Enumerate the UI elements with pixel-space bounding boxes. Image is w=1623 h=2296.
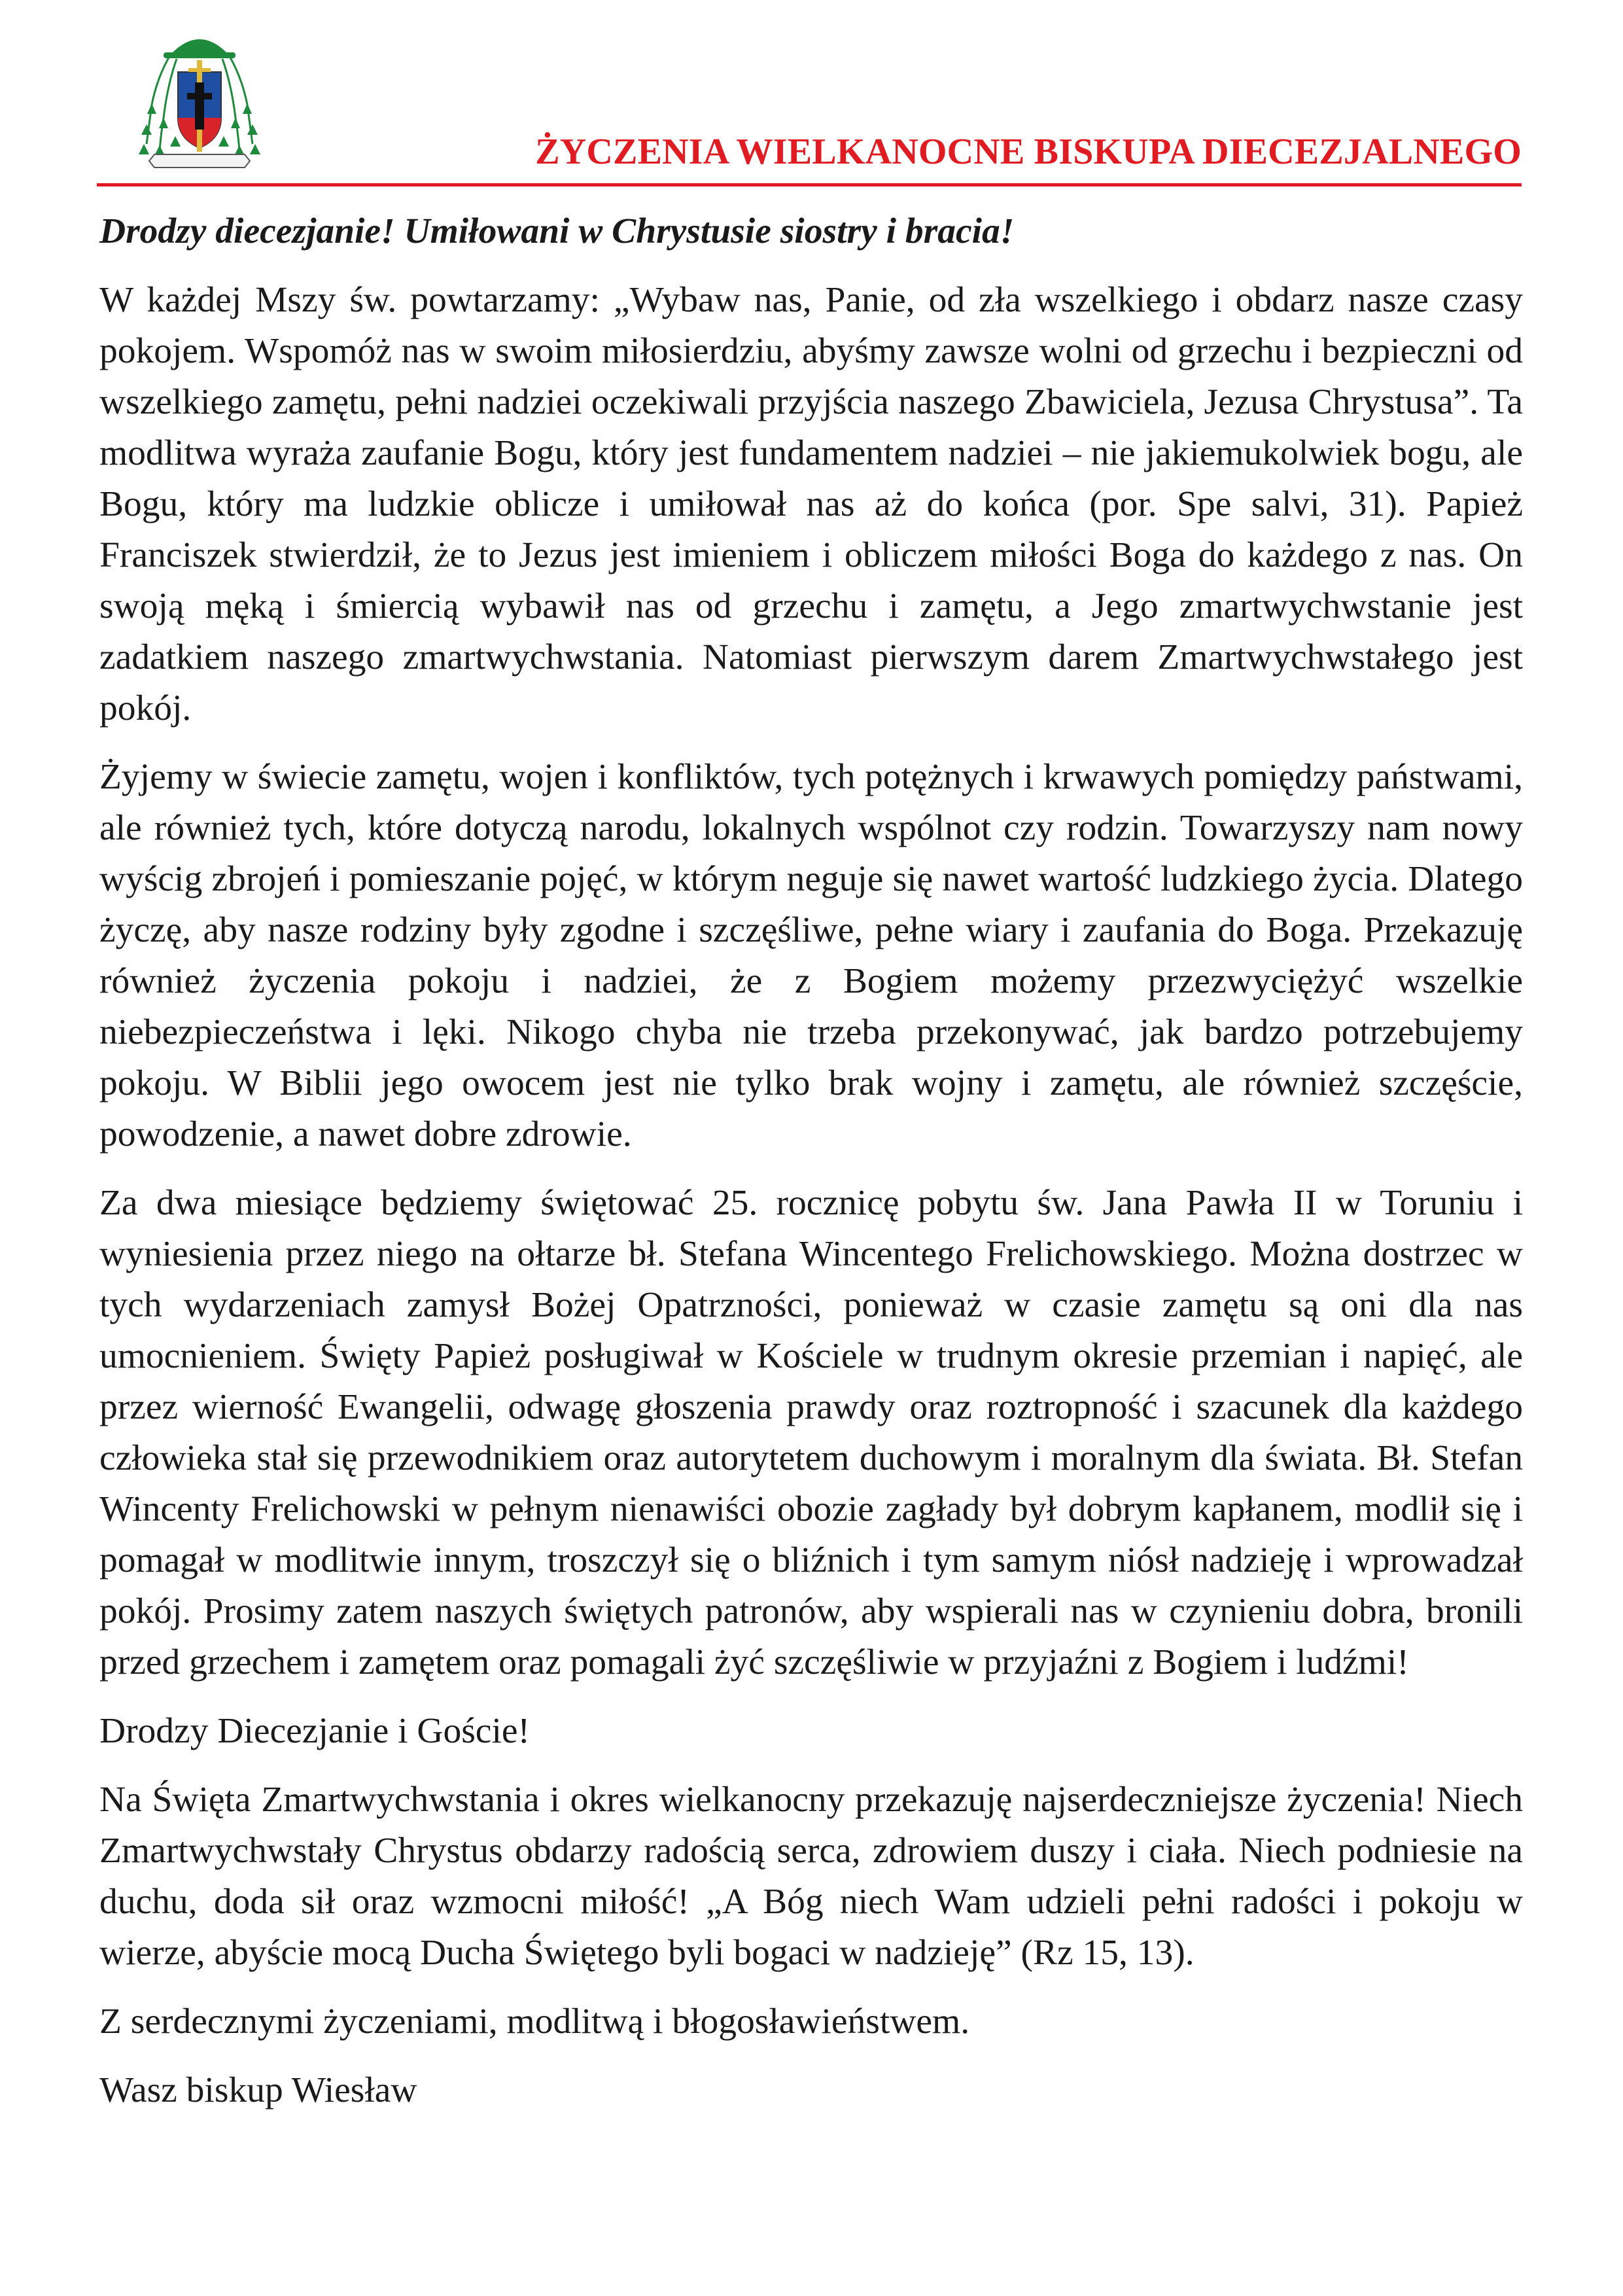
closing-line: Z serdecznymi życzeniami, modlitwą i błogosławieństwem.	[99, 2002, 970, 2041]
letter-title: ŻYCZENIA WIELKANOCNE BISKUPA DIECEZJALNEGO	[535, 132, 1522, 172]
second-address: Drodzy Diecezjanie i Goście!	[99, 1711, 530, 1751]
paragraph-2: Żyjemy w świecie zamętu, wojen i konfliktów, tych potężnych i krwawych pomiędzy państwami, ale również tych, które dotyczą narodu, lokalnych wspólnot czy rodzin. Towarzyszy nam nowy wyścig zbrojeń i pomieszanie pojęć, w którym neguje się nawet wartość ludzkiego życia. Dlatego życzę, aby nasze rodziny były zgodne i szczęśliwe, pełne wiary i zaufania do Boga. Przekazuję również życzenia pokoju i nadziei, że z Bogiem możemy przezwyciężyć wszelkie niebezpieczeństwa i lęki. Nikogo chyba nie trzeba przekonywać, jak bardzo potrzebujemy pokoju. W Biblii jego owocem jest nie tylko brak wojny i zamętu, ale również szczęście, powodzenie, a nawet dobre zdrowie.	[99, 757, 1523, 1154]
signature: Wasz biskup Wiesław	[99, 2070, 417, 2110]
coat-of-arms-icon	[118, 20, 281, 183]
paragraph-3: Za dwa miesiące będziemy świętować 25. rocznicę pobytu św. Jana Pawła II w Toruniu i wyniesienia przez niego na ołtarze bł. Stefana Wincentego Frelichowskiego. Można dostrzec w tych wydarzeniach zamysł Bożej Opatrzności, ponieważ w czasie zamętu są oni dla nas umocnieniem. Święty Papież posługiwał w Kościele w trudnym okresie przemian i napięć, ale przez wierność Ewangelii, odwagę głoszenia prawdy oraz roztropność i szacunek dla każdego człowieka stał się przewodnikiem oraz autorytetem duchowym i moralnym dla świata. Bł. Stefan Wincenty Frelichowski w pełnym nienawiści obozie zagłady był dobrym kapłanem, modlił się i pomagał w modlitwie innym, troszczył się o bliźnich i tym samym niósł nadzieję i wprowadzał pokój. Prosimy zatem naszych świętych patronów, aby wspierali nas w czynieniu dobra, bronili przed grzechem i zamętem oraz pomagali żyć szczęśliwie w przyjaźni z Bogiem i ludźmi!	[99, 1183, 1523, 1682]
paragraph-1: W każdej Mszy św. powtarzamy: „Wybaw nas, Panie, od zła wszelkiego i obdarz nasze czasy pokojem. Wspomóż nas w swoim miłosierdziu, abyśmy zawsze wolni od grzechu i bezpieczni od wszelkiego zamętu, pełni nadziei oczekiwali przyjścia naszego Zbawiciela, Jezusa Chrystusa”. Ta modlitwa wyraża zaufanie Bogu, który jest fundamentem nadziei – nie jakiemukolwiek bogu, ale Bogu, który ma ludzkie oblicze i umiłował nas aż do końca (por. Spe salvi, 31). Papież Franciszek stwierdził, że to Jezus jest imieniem i obliczem miłości Boga do każdego z nas. On swoją męką i śmiercią wybawił nas od grzechu i zamętu, a Jego zmartwychwstanie jest zadatkiem naszego zmartwychwstania. Natomiast pierwszym darem Zmartwychwstałego jest pokój.	[99, 280, 1523, 728]
letter-greeting: Drodzy diecezjanie! Umiłowani w Chrystusie siostry i bracia!	[99, 211, 1015, 251]
letter-body	[99, 206, 1523, 2134]
header-divider	[97, 183, 1522, 186]
paragraph-4: Na Święta Zmartwychwstania i okres wielkanocny przekazuję najserdeczniejsze życzenia! Niech Zmartwychwstały Chrystus obdarzy radością serca, zdrowiem duszy i ciała. Niech podniesie na duchu, doda sił oraz wzmocni miłość! „A Bóg niech Wam udzieli pełni radości i pokoju w wierze, abyście mocą Ducha Świętego byli bogaci w nadzieję” (Rz 15, 13).	[99, 1780, 1523, 1973]
